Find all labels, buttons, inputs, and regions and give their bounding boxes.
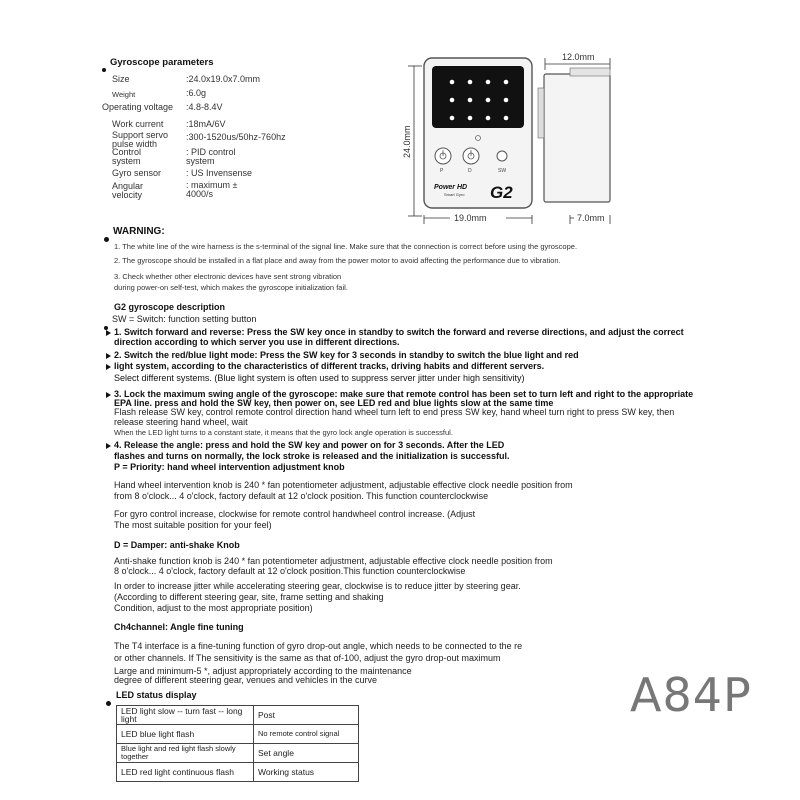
led-status-cell: Blue light and red light flash slowly together	[117, 744, 254, 763]
ch4-line: The T4 interface is a fine-tuning function of gyro drop-out angle, which needs to be connected to the re	[114, 641, 523, 651]
params-title: Gyroscope parameters	[110, 57, 214, 68]
param-value: :300-1520us/50hz-760hz	[186, 132, 286, 142]
desc-line: release steering hand wheel, wait	[114, 417, 248, 427]
warning-item: 1. The white line of the wire harness is the s-terminal of the signal line. Make sure that the connection is correct before using the gyroscope.	[114, 242, 578, 251]
param-value: : US Invensense	[186, 168, 253, 178]
led-meaning-cell: Set angle	[254, 744, 359, 763]
dim-left-label: 24.0mm	[402, 125, 412, 158]
desc-line: 4. Release the angle: press and hold the SW key and power on for 3 seconds. After the LED	[114, 440, 505, 450]
warning-item: 2. The gyroscope should be installed in a flat place and away from the power motor to avoid affecting the performance due to vibration.	[114, 256, 561, 265]
p-line: For gyro control increase, clockwise for remote control handwheel control increase. (Adjust	[114, 509, 476, 519]
param-label: Operating voltage	[102, 102, 174, 112]
param-label: Gyro sensor	[112, 168, 162, 178]
p-line: Hand wheel intervention knob is 240 * fan potentiometer adjustment, adjustable effective clock needle position from	[114, 480, 573, 490]
d-line: (According to different steering gear, site, frame setting and shaking	[114, 592, 384, 602]
d-line: Condition, adjust to the most appropriate position)	[114, 603, 313, 613]
arrow-icon	[106, 443, 111, 449]
warning-item: during power-on self-test, which makes the gyroscope initialization fail.	[114, 283, 348, 292]
param-value: : PID control system	[186, 147, 236, 166]
warning-bullet-icon	[104, 229, 109, 247]
d-line: Anti-shake function knob is 240 * fan potentiometer adjustment, adjustable effective clock needle position from	[114, 556, 553, 566]
param-value: : maximum ± 4000/s	[186, 180, 238, 199]
table-row	[117, 763, 359, 782]
param-label: Weight	[112, 90, 136, 99]
led-status-table	[116, 705, 359, 782]
ch4-line: or other channels. If The sensitivity is the same as that of-100, adjust the gyro drop-out maximum	[114, 653, 501, 663]
knob-label-d: D	[468, 168, 472, 174]
param-label: Angular velocity	[112, 181, 144, 200]
model-logo: G2	[490, 183, 513, 202]
desc-line: When the LED light turns to a constant state, it means that the gyro lock angle operation is successful.	[114, 428, 453, 437]
led-status-cell: LED red light continuous flash	[117, 763, 254, 782]
desc-line: Flash release SW key, control remote control direction hand wheel turn left to end press SW key, hand wheel turn right to press SW key, then	[114, 407, 675, 417]
desc-line: 2. Switch the red/blue light mode: Press the SW key for 3 seconds in standby to switch the blue light and red	[114, 350, 579, 360]
led-title: LED status display	[116, 690, 197, 700]
dim-top-label: 12.0mm	[562, 52, 595, 62]
desc-line: 3. Lock the maximum swing angle of the gyroscope: make sure that remote control has been set to turn left and right to the appropriate	[114, 389, 694, 399]
dim-bottom-side-label: 7.0mm	[577, 213, 605, 223]
led-status-cell: LED light slow -- turn fast -- long light	[117, 706, 254, 725]
warning-item: 3. Check whether other electronic devices have sent strong vibration	[114, 272, 342, 281]
warning-title: WARNING:	[113, 226, 165, 237]
d-line: In order to increase jitter while accelerating steering gear, clockwise is to reduce jitter by steering gear.	[114, 581, 521, 591]
param-label: Control system	[112, 147, 142, 166]
knob-label-sw: SW	[498, 168, 507, 174]
ch4-line: Large and minimum-5 *, adjust appropriately according to the maintenance	[114, 666, 412, 676]
p-knob-icon	[435, 148, 451, 164]
gyro-diagram	[370, 48, 640, 228]
led-meaning-cell: Working status	[254, 763, 359, 782]
arrow-icon	[106, 330, 111, 336]
desc-line: direction according to which server you use in different directions.	[114, 337, 400, 347]
param-value: :24.0x19.0x7.0mm	[186, 74, 261, 84]
desc-line: 1. Switch forward and reverse: Press the SW key once in standby to switch the forward and reverse directions, and adjust the correct	[114, 327, 684, 337]
knob-label-p: P	[440, 168, 444, 174]
desc-title: G2 gyroscope description	[114, 302, 226, 312]
d-line: 8 o'clock... 4 o'clock, factory default at 12 o'clock position.This function counterclockwise	[114, 566, 466, 576]
watermark-text: A84P	[630, 668, 752, 722]
d-title: D = Damper: anti-shake Knob	[114, 540, 240, 550]
led-bullet-icon	[106, 693, 111, 711]
dim-bottom-front-label: 19.0mm	[454, 213, 487, 223]
arrow-icon	[106, 364, 111, 370]
desc-line: flashes and turns on normally, the lock stroke is released and the initialization is successful.	[114, 451, 510, 461]
arrow-icon	[106, 353, 111, 359]
table-row	[117, 725, 359, 744]
d-knob-icon	[463, 148, 479, 164]
ch4-title: Ch4channel: Angle fine tuning	[114, 622, 244, 632]
desc-line: Select different systems. (Blue light system is often used to suppress server jitter under high sensitivity)	[114, 373, 525, 383]
ch4-line: degree of different steering gear, venues and vehicles in the curve	[114, 675, 378, 685]
param-label: Support servo pulse width	[112, 130, 169, 149]
led-status-cell: LED blue light flash	[117, 725, 254, 744]
desc-line: light system, according to the characteristics of different tracks, driving habits and different servers.	[114, 361, 545, 371]
p-line: from 8 o'clock... 4 o'clock, factory default at 12 o'clock position. This function counterclockwise	[114, 491, 489, 501]
table-row	[117, 744, 359, 763]
param-value: :6.0g	[186, 88, 207, 98]
param-value: :18mA/6V	[186, 119, 226, 129]
arrow-icon	[106, 392, 111, 398]
p-line: The most suitable position for your feel)	[114, 520, 272, 530]
params-bullet-icon	[102, 59, 106, 77]
led-meaning-cell: No remote control signal	[254, 725, 359, 744]
table-row	[117, 706, 359, 725]
param-value: :4.8-8.4V	[186, 102, 223, 112]
p-title: P = Priority: hand wheel intervention adjustment knob	[114, 462, 345, 472]
brand-sub-text: Smart Gyro	[444, 192, 465, 197]
sw-button-icon	[497, 151, 507, 161]
param-label: Work current	[112, 119, 164, 129]
brand-text: Power HD	[434, 184, 468, 191]
param-label: Size	[112, 74, 130, 84]
desc-line: EPA line. press and hold the SW key, then power on, see LED red and blue lights slow at the same time	[114, 398, 554, 408]
led-meaning-cell: Post	[254, 706, 359, 725]
sw-title: SW = Switch: function setting button	[112, 314, 257, 324]
